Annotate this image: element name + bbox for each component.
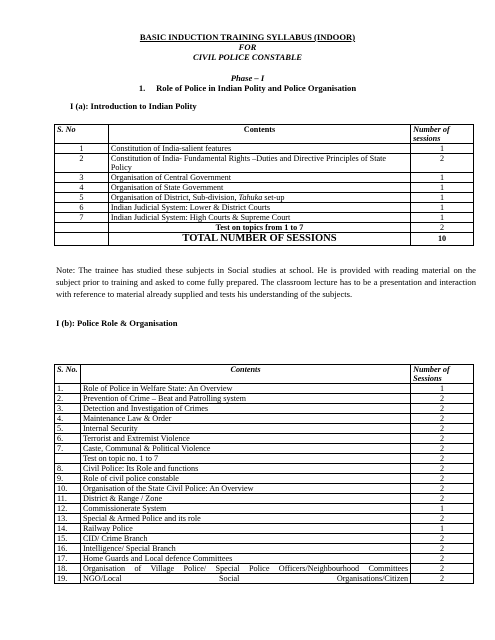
row-sno: 3 (55, 173, 109, 183)
row-sessions: 2 (411, 223, 474, 233)
table-row (55, 504, 474, 514)
phase-heading: Phase – I (230, 73, 265, 83)
row-sessions: 1 (411, 524, 474, 534)
col-contents-header: Contents (108, 125, 410, 144)
row-sessions: 1 (411, 193, 474, 203)
row-sessions: 2 (411, 474, 474, 484)
row-sessions: 1 (411, 203, 474, 213)
row-sessions: 1 (411, 213, 474, 223)
row-sno: 5 (55, 193, 109, 203)
row-sno: 7 (55, 213, 109, 223)
row-sno: 7. (55, 444, 81, 454)
row-sno: 12. (55, 504, 81, 514)
row-sessions: 2 (411, 574, 474, 584)
table-row (55, 564, 474, 574)
table-row (55, 394, 474, 404)
chapter-number: 1. (138, 83, 146, 93)
section-b-table (54, 364, 474, 584)
row-content-italic: Tahuka (238, 193, 263, 202)
row-content: Indian Judicial System: Lower & District Courts (108, 203, 410, 213)
table-row (55, 554, 474, 564)
table-row (55, 454, 474, 464)
row-sno: 17. (55, 554, 81, 564)
row-content: Detection and Investigation of Crimes (80, 404, 410, 414)
row-sessions: 2 (411, 564, 474, 574)
total-label: TOTAL NUMBER OF SESSIONS (108, 233, 410, 246)
row-content: Constitution of India- Fundamental Rights –Duties and Directive Principles of State Policy (108, 154, 410, 173)
table-row (55, 484, 474, 494)
row-sessions: 2 (411, 454, 474, 464)
row-sno: 16. (55, 544, 81, 554)
row-content: Constitution of India-salient features (108, 144, 410, 154)
row-sessions: 2 (411, 494, 474, 504)
row-content: Internal Security (80, 424, 410, 434)
row-content: Terrorist and Extremist Violence (80, 434, 410, 444)
row-content: Intelligence/ Special Branch (80, 544, 410, 554)
table-row (55, 193, 474, 203)
row-content: Home Guards and Local defence Committees (80, 554, 410, 564)
chapter-title: Role of Police in Indian Polity and Police Organisation (156, 83, 357, 93)
col-sessions-header: Number of sessions (411, 125, 474, 144)
syllabus-for: FOR (238, 42, 257, 52)
row-sessions: 1 (411, 173, 474, 183)
table-row-test (55, 223, 474, 233)
table-row (55, 424, 474, 434)
row-sessions: 1 (411, 183, 474, 193)
row-content: Railway Police (80, 524, 410, 534)
row-content: Commissionerate System (80, 504, 410, 514)
row-sno: 11. (55, 494, 81, 504)
table-row (55, 434, 474, 444)
row-content: District & Range / Zone (80, 494, 410, 504)
row-sessions: 2 (411, 434, 474, 444)
row-content-part: Organisation of District, Sub-division, (110, 193, 239, 202)
row-sno: 6. (55, 434, 81, 444)
row-sessions: 2 (411, 484, 474, 494)
row-sessions: 2 (411, 414, 474, 424)
col-sno-header: S. No. (55, 365, 81, 384)
col-contents-header: Contents (80, 365, 410, 384)
row-sno: 8. (55, 464, 81, 474)
row-content: Caste, Communal & Political Violence (80, 444, 410, 454)
row-content: Test on topic no. 1 to 7 (80, 454, 410, 464)
row-sessions: 2 (411, 154, 474, 173)
row-sessions: 2 (411, 464, 474, 474)
syllabus-audience: CIVIL POLICE CONSTABLE (192, 52, 303, 62)
col-sessions-header: Number of Sessions (411, 365, 474, 384)
table-row (55, 524, 474, 534)
table-header-row (55, 365, 474, 384)
section-b-title: I (b): Police Role & Organisation (56, 318, 178, 328)
table-row (55, 574, 474, 584)
table-row (55, 544, 474, 554)
section-a-title: I (a): Introduction to Indian Polity (70, 101, 197, 111)
table-header-row (55, 125, 474, 144)
table-row (55, 384, 474, 394)
row-content: Organisation of State Government (108, 183, 410, 193)
table-total-row (55, 233, 474, 246)
row-sno (55, 454, 81, 464)
row-sessions: 1 (411, 384, 474, 394)
row-sessions: 1 (411, 504, 474, 514)
table-row (55, 173, 474, 183)
row-sno (55, 223, 109, 233)
row-sno: 2. (55, 394, 81, 404)
table-row (55, 154, 474, 173)
table-row (55, 414, 474, 424)
row-sno: 5. (55, 424, 81, 434)
row-sno: 1 (55, 144, 109, 154)
row-sessions: 2 (411, 444, 474, 454)
row-sessions: 2 (411, 544, 474, 554)
row-sno: 3. (55, 404, 81, 414)
row-sessions: 2 (411, 534, 474, 544)
row-sno: 6 (55, 203, 109, 213)
row-sno: 18. (55, 564, 81, 574)
row-sno: 4 (55, 183, 109, 193)
row-content: Role of civil police constable (80, 474, 410, 484)
row-content: Maintenance Law & Order (80, 414, 410, 424)
row-content: Organisation of the State Civil Police: An Overview (80, 484, 410, 494)
row-sno: 1. (55, 384, 81, 394)
row-sessions: 2 (411, 514, 474, 524)
row-content (108, 193, 410, 203)
row-sno: 14. (55, 524, 81, 534)
note-paragraph: Note: The trainee has studied these subjects in Social studies at school. He is provided with reading material on the subject prior to training and asked to come fully prepared. The classroom lecture has to be a presentation and interaction with reference to material already supplied and tests his understanding of the subjects. (56, 265, 476, 299)
row-sno: 4. (55, 414, 81, 424)
row-sessions: 2 (411, 394, 474, 404)
table-row (55, 203, 474, 213)
row-sessions: 2 (411, 404, 474, 414)
row-content: Indian Judicial System: High Courts & Supreme Court (108, 213, 410, 223)
row-content: Civil Police: Its Role and functions (80, 464, 410, 474)
row-content: Special & Armed Police and its role (80, 514, 410, 524)
table-row (55, 534, 474, 544)
row-sessions: 2 (411, 424, 474, 434)
table-row (55, 213, 474, 223)
table-row (55, 474, 474, 484)
row-sno: 13. (55, 514, 81, 524)
table-row (55, 514, 474, 524)
row-content: Test on topics from 1 to 7 (108, 223, 410, 233)
row-content-part: set-up (262, 193, 285, 202)
table-row (55, 464, 474, 474)
row-sessions: 2 (411, 554, 474, 564)
row-content: Organisation of Village Police/ Special Police Officers/Neighbourhood Committees (80, 564, 410, 574)
row-sno: 10. (55, 484, 81, 494)
row-sessions: 1 (411, 144, 474, 154)
row-sno: 15. (55, 534, 81, 544)
row-content: NGO/Local Social Organisations/Citizen (80, 574, 410, 584)
syllabus-title: BASIC INDUCTION TRAINING SYLLABUS (INDOOR) (139, 32, 356, 42)
row-sno: 9. (55, 474, 81, 484)
section-b-body (55, 384, 474, 584)
row-content: Prevention of Crime – Beat and Patrolling system (80, 394, 410, 404)
row-sno: 2 (55, 154, 109, 173)
table-row (55, 404, 474, 414)
table-row (55, 444, 474, 454)
row-content: Organisation of Central Government (108, 173, 410, 183)
row-content: CID/ Crime Branch (80, 534, 410, 544)
table-row (55, 494, 474, 504)
chapter-heading (0, 83, 495, 93)
col-sno-header: S. No (55, 125, 109, 144)
table-row (55, 144, 474, 154)
total-value: 10 (411, 233, 474, 246)
row-content: Role of Police in Welfare State: An Overview (80, 384, 410, 394)
row-sno: 19. (55, 574, 81, 584)
table-row (55, 183, 474, 193)
section-a-table (54, 124, 474, 246)
row-sno (55, 233, 109, 246)
